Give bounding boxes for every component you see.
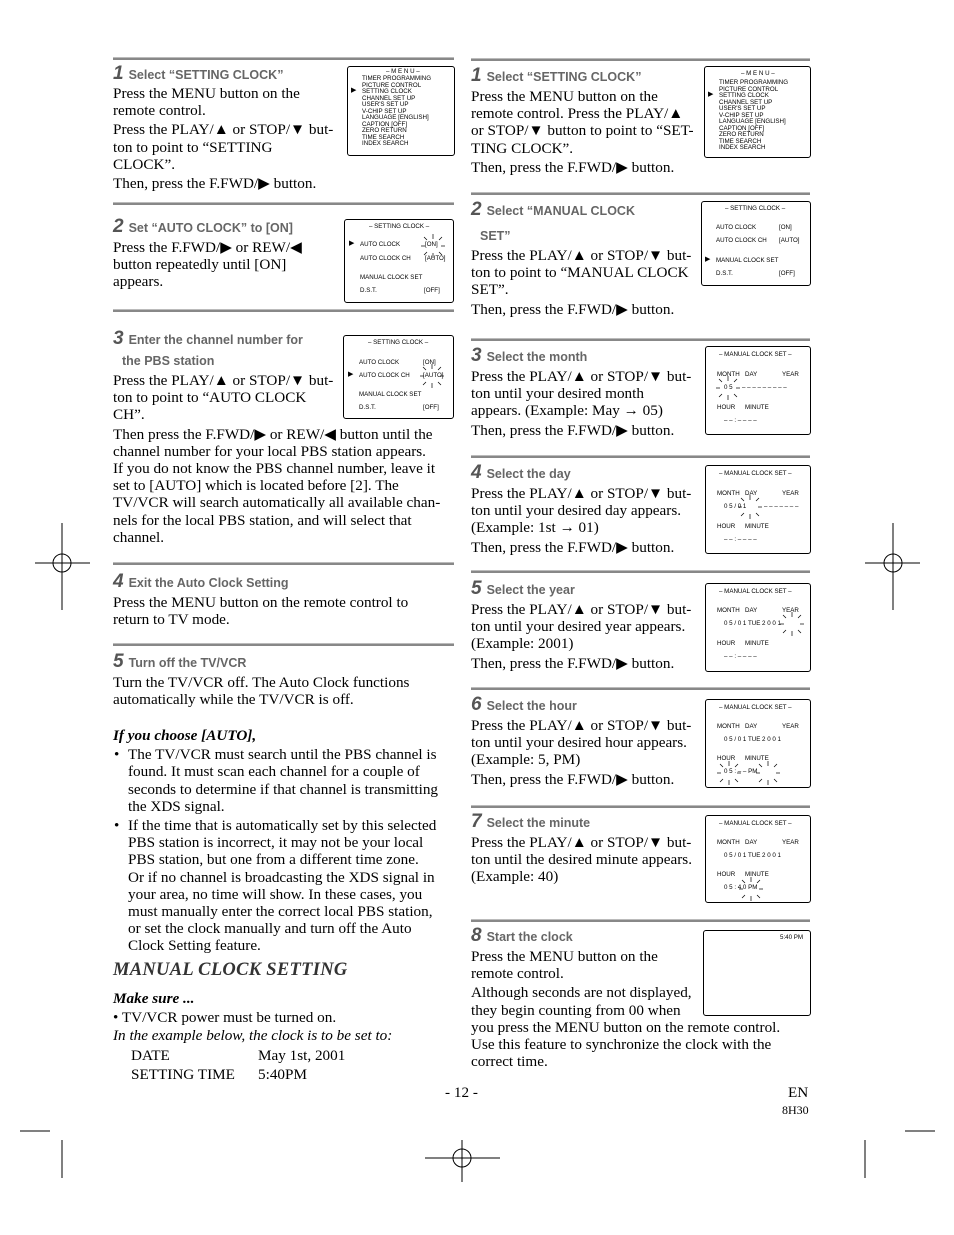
text-line: PBS station is incorrect, it may not be your local [128,834,424,852]
text-line: (Example: 40) [471,868,559,886]
menu-item: LANGUAGE [ENGLISH] [719,118,786,125]
step-number: 6 [471,694,482,715]
text-line: ton to point to “SETTING [113,138,273,156]
text-line: Then, press the F.FWD/▶ button. [471,654,675,672]
screen-label: HOUR [717,640,736,647]
menu-item: USER'S SET UP [362,101,409,108]
text-line: channel number for your local PBS station appears. [113,442,426,460]
pointer-icon: ▶ [708,91,714,98]
screen-label: D.S.T. [359,404,376,411]
screen-value: [ON] [423,359,436,366]
text-line: If you do not know the PBS channel number, leave it [113,460,436,478]
text-line: Then press the F.FWD/▶ or REW/◀ button until the [113,425,433,443]
menu-item: ZERO RETURN [362,127,407,134]
menu-item: TIMER PROGRAMMING [719,79,789,86]
menu-item: INDEX SEARCH [362,140,409,147]
menu-item: CHANNEL SET UP [719,98,773,106]
text-line: channel. [113,528,165,546]
screen-label: MINUTE [745,404,769,411]
text-line: remote control. [471,965,564,983]
text-line: Press the F.FWD/▶ or REW/◀ [113,239,302,256]
menu-item: V-CHIP SET UP [362,107,407,115]
example-text: In the example below, the clock is to be set to: [113,1027,393,1045]
text-line: TV/VCR power must be turned on. [121,1009,337,1027]
pointer-icon: ▶ [348,371,354,378]
manual-clock-screen-month: – MANUAL CLOCK SET – MONTH DAY YEAR 0 5 – – – – – – – – – HOUR MINUTE – – : – – – – [705,346,811,435]
screen-value: [ON] [425,241,438,248]
step-number: 5 [113,651,124,672]
text-line: Although seconds are not displayed, [471,984,692,1002]
screen-header: – MANUAL CLOCK SET – [719,351,792,358]
menu-item: SETTING CLOCK [362,88,412,95]
screen-value: 0 5 : – – PM [724,768,758,775]
text-line: Press the PLAY/▲ or STOP/▼ but- [113,372,334,389]
text-line: or set the clock manually and turn off the Auto [128,920,412,938]
clock-time: 5:40 PM [780,934,804,941]
step-title: Enter the channel number for [128,333,303,347]
text-line: nels for the local PBS station, and will select that [113,511,412,529]
screen-label: DAY [745,607,758,614]
text-line: Press the MENU button on the [471,948,658,965]
date-value: May 1st, 2001 [258,1046,346,1064]
screen-value: 0 5 / 0 1 [724,503,747,510]
screen-value: – – : – – – – [724,653,757,660]
step-number: 3 [113,328,124,349]
screen-label: YEAR [782,607,799,614]
manual-clock-screen-day: – MANUAL CLOCK SET – MONTH DAY YEAR 0 5 / 0 1 – – – – – – – HOUR MINUTE – – : – – – – [705,465,811,554]
pointer-icon: ▶ [351,87,357,94]
text-line: • The TV/VCR must search until the PBS channel is [128,746,437,764]
text-line: Press the PLAY/▲ or STOP/▼ but- [471,834,692,851]
screen-value: [ON] [779,224,792,231]
text-line: SET”. [471,281,509,299]
screen-value: 0 5 / 0 1 TUE 2 0 0 1 [724,852,781,859]
screen-label: MANUAL CLOCK SET [716,257,779,264]
text-line: seconds to determine if that channel is transmitting [128,780,439,798]
step-number: 3 [471,345,482,366]
step-title: Select the hour [486,699,577,713]
text-line: Then, press the F.FWD/▶ button. [471,300,675,318]
text-line: (Example: 1st → 01) [471,519,599,537]
screen-header: – SETTING CLOCK – [725,205,786,212]
screen-label: DAY [745,839,758,846]
menu-item: V-CHIP SET UP [719,111,764,119]
screen-value: 0 5 / 0 1 TUE 2 0 0 1 [724,620,781,627]
text-line: Press the PLAY/▲ or STOP/▼ but- [471,601,692,618]
text-line: they begin counting from 00 when [471,1001,681,1019]
screen-label: HOUR [717,755,736,762]
step-number: 1 [113,63,124,84]
text-line: TV/VCR will search automatically all available chan- [113,494,441,512]
text-line: Press the MENU button on the remote control to [113,594,409,611]
date-label: DATE [131,1046,170,1064]
language-code: EN [788,1084,809,1101]
menu-item: LANGUAGE [ENGLISH] [362,114,429,121]
screen-label: MANUAL CLOCK SET [359,391,422,398]
screen-header: – MANUAL CLOCK SET – [719,704,792,711]
text-line: (Example: 5, PM) [471,751,581,769]
text-line: Press the PLAY/▲ or STOP/▼ but- [471,485,692,502]
menu-item: CAPTION [OFF] [719,124,765,132]
step-title: Select the month [486,350,588,364]
screen-label: MONTH [717,607,740,614]
step-title: Exit the Auto Clock Setting [128,576,289,590]
model-code: 8H30 [782,1103,809,1117]
text-line: • If the time that is automatically set by this selected [128,817,437,835]
text-line: Or if no channel is broadcasting the XDS signal in [128,868,435,886]
screen-label: HOUR [717,871,736,878]
screen-label: YEAR [782,723,799,730]
screen-header: – MANUAL CLOCK SET – [719,588,792,595]
step-title: Select “SETTING CLOCK” [128,68,284,82]
screen-value: [AUTO] [779,237,800,244]
time-value: 5:40PM [258,1065,307,1083]
screen-value: [OFF] [779,270,795,277]
text-line: ton until your desired year appears. [471,618,686,636]
text-line: Press the MENU button on the [471,88,658,105]
pointer-icon: ▶ [349,240,355,247]
screen-label: DAY [745,723,758,730]
text-line: Press the PLAY/▲ or STOP/▼ but- [113,121,334,139]
notes-heading: If you choose [AUTO], [113,727,257,744]
screen-label: AUTO CLOCK [360,241,401,248]
text-line: ton until your desired day appears. [471,502,682,520]
text-line: remote control. [113,102,206,120]
screen-label: AUTO CLOCK CH [716,237,767,244]
text-line: Turn the TV/VCR off. The Auto Clock functions [113,674,410,691]
screen-label: D.S.T. [360,287,377,294]
text-line: ton to point to “MANUAL CLOCK [471,264,689,282]
text-line: Press the PLAY/▲ or STOP/▼ but- [471,368,692,385]
screen-label: MINUTE [745,640,769,647]
text-line: return to TV mode. [113,611,230,629]
text-line: CLOCK”. [113,155,176,173]
screen-label: DAY [745,490,758,497]
page-number: - 12 - [445,1084,478,1101]
screen-value: [OFF] [423,404,439,411]
screen-value: – – : – – – – [724,417,757,424]
step-title: Select “SETTING CLOCK” [486,70,642,84]
screen-value: 0 5 [724,384,733,391]
make-sure-label: Make sure ... [113,990,195,1007]
step-title: Select “MANUAL CLOCK [486,204,635,218]
screen-label: AUTO CLOCK CH [360,255,411,262]
screen-value: 0 5 : 4 0 PM [724,884,758,891]
text-line: PBS station, but one from a different time zone. [128,851,419,869]
text-line: ton until the desired minute appears. [471,851,693,869]
menu-item: TIME SEARCH [719,137,762,145]
step-title: Start the clock [486,930,573,944]
text-line: ton until your desired month [471,385,644,403]
screen-label: MONTH [717,490,740,497]
screen-header: – SETTING CLOCK – [368,339,429,346]
text-line: Press the PLAY/▲ or STOP/▼ but- [471,247,692,264]
power-bullet: • TV/VCR power must be turned on. [113,1009,337,1027]
text-line: you press the MENU button on the remote control. [471,1018,781,1036]
step-title: Select the minute [486,816,591,830]
pointer-icon: ▶ [705,256,711,263]
menu-item: CHANNEL SET UP [362,94,416,102]
menu-item: ZERO RETURN [719,131,764,138]
step-title: Set “AUTO CLOCK” to [ON] [128,221,293,235]
text-line: automatically while the TV/VCR is off. [113,691,354,709]
text-line: Then, press the F.FWD/▶ button. [471,421,675,439]
step-title: Select the year [486,583,575,597]
screen-label: HOUR [717,523,736,530]
screen-value: [AUTO] [423,372,444,379]
screen-label: AUTO CLOCK [716,224,757,231]
time-label: SETTING TIME [131,1065,235,1083]
step-number: 7 [471,811,482,832]
text-line: CH”. [113,406,145,424]
screen-label: MINUTE [745,755,769,762]
text-line: remote control. Press the PLAY/▲ [471,105,684,123]
text-line: your area, no time will show. In these cases, you [128,885,423,903]
screen-label: MINUTE [745,871,769,878]
screen-label: YEAR [782,839,799,846]
text-line: Clock Setting feature. [128,937,261,955]
step-title: Select the day [486,467,571,481]
text-line: Then, press the F.FWD/▶ button. [471,770,675,788]
text-line: Then, press the F.FWD/▶ button. [113,175,317,193]
text-line: appears. (Example: May → 05) [471,402,663,420]
text-line: ton to point to “AUTO CLOCK [113,389,307,407]
screen-header: – M E N U – [741,70,775,77]
menu-item: CAPTION [OFF] [362,120,408,128]
screen-value: – – : – – – – [724,536,757,543]
screen-label: D.S.T. [716,270,733,277]
screen-label: MONTH [717,839,740,846]
section-heading: MANUAL CLOCK SETTING [113,960,348,980]
screen-label: MINUTE [745,523,769,530]
menu-item: USER'S SET UP [719,105,766,112]
screen-value: [OFF] [424,287,440,294]
step-title: SET” [480,229,511,243]
text-line: the XDS signal. [128,797,225,815]
step-number: 8 [471,925,482,946]
screen-label: AUTO CLOCK [359,359,400,366]
text-line: Then, press the F.FWD/▶ button. [471,158,675,176]
menu-item: TIME SEARCH [362,133,405,141]
step-number: 2 [113,216,124,237]
screen-label: DAY [745,371,758,378]
text-line: Then, press the F.FWD/▶ button. [471,538,675,556]
text-line: found. It must scan each channel for a couple of [128,763,420,781]
step-number: 1 [471,65,482,86]
step-title: the PBS station [122,354,215,368]
text-line: Press the MENU button on the [113,85,300,102]
screen-header: – M E N U – [386,68,420,75]
text-line: (Example: 2001) [471,635,574,653]
text-line: appears. [113,273,164,291]
text-line: Press the PLAY/▲ or STOP/▼ but- [471,717,692,734]
screen-value: 0 5 / 0 1 TUE 2 0 0 1 [724,736,781,743]
screen-label: MONTH [717,723,740,730]
step-number: 4 [471,462,482,483]
step-number: 5 [471,578,482,599]
step-number: 4 [113,571,124,592]
menu-item: SETTING CLOCK [719,92,769,99]
screen-label: AUTO CLOCK CH [359,372,410,379]
menu-item: TIMER PROGRAMMING [362,75,432,82]
step-title: Turn off the TV/VCR [128,656,247,670]
screen-header: – MANUAL CLOCK SET – [719,470,792,477]
screen-value: [AUTO] [425,255,446,262]
screen-header: – SETTING CLOCK – [369,223,430,230]
screen-label: MANUAL CLOCK SET [360,274,423,281]
screen-label: MONTH [717,371,740,378]
menu-item: INDEX SEARCH [719,144,766,151]
text-line: ton until your desired hour appears. [471,734,687,752]
screen-label: YEAR [782,490,799,497]
screen-header: – MANUAL CLOCK SET – [719,820,792,827]
text-line: set to [AUTO] which is located before [2]. The [113,477,399,495]
text-line: must manually enter the correct local PBS station, [128,903,433,921]
text-line: button repeatedly until [ON] [113,256,287,274]
screen-label: HOUR [717,404,736,411]
text-line: or STOP/▼ button to point to “SET- [471,122,694,140]
step-number: 2 [471,199,482,220]
text-line: Use this feature to synchronize the clock with the [471,1036,772,1054]
text-line: correct time. [471,1053,548,1071]
screen-label: YEAR [782,371,799,378]
menu-item: PICTURE CONTROL [362,81,422,89]
menu-item: PICTURE CONTROL [719,85,779,93]
text-line: TING CLOCK”. [471,139,574,157]
